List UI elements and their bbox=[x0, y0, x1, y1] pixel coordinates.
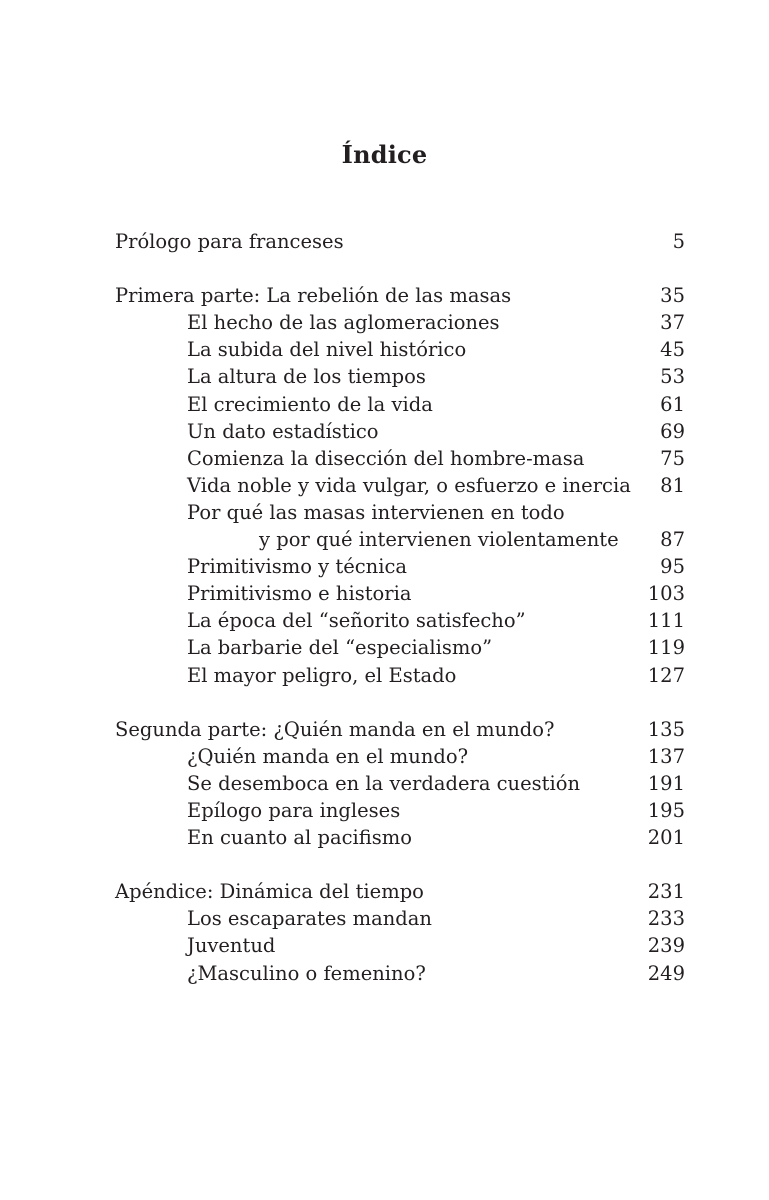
toc-entry-title: ¿Quién manda en el mundo? bbox=[187, 744, 469, 768]
toc-entry-page: 135 bbox=[647, 717, 685, 741]
toc-entry-title: Primitivismo y técnica bbox=[187, 555, 408, 579]
toc-entry-title: Epílogo para ingleses bbox=[187, 798, 401, 822]
toc-entry bbox=[115, 634, 685, 661]
toc-entry-title: La altura de los tiempos bbox=[187, 365, 426, 389]
toc-entry-page: 119 bbox=[647, 636, 685, 660]
toc-entry-page: 103 bbox=[647, 582, 685, 606]
toc-entry-title: El crecimiento de la vida bbox=[187, 392, 433, 416]
toc-entry-page: 81 bbox=[660, 473, 685, 497]
toc-entry-page: 5 bbox=[672, 230, 685, 253]
toc-entry-title: El mayor peligro, el Estado bbox=[187, 663, 457, 687]
toc-entry-title: Prólogo para franceses bbox=[115, 230, 344, 253]
page-title: Índice bbox=[341, 140, 428, 169]
toc-entry-title: Primera parte: La rebelión de las masas bbox=[115, 284, 512, 308]
toc-entry bbox=[115, 418, 685, 445]
toc-entry bbox=[115, 391, 685, 418]
toc-entry bbox=[115, 743, 685, 770]
toc-entry-title: Comienza la disección del hombre-masa bbox=[187, 446, 585, 470]
toc-entry-page: 37 bbox=[660, 311, 685, 335]
toc-entry-page: 69 bbox=[660, 419, 685, 443]
toc-entry-page: 35 bbox=[660, 284, 685, 308]
toc-entry-page: 95 bbox=[660, 555, 685, 579]
toc-entry bbox=[115, 445, 685, 472]
toc-entry bbox=[115, 662, 685, 689]
toc-entry bbox=[115, 499, 685, 526]
toc-entry bbox=[115, 797, 685, 824]
toc-entry-page: 45 bbox=[660, 338, 685, 362]
toc-entry-page: 239 bbox=[647, 934, 685, 958]
toc-entry-title: Los escaparates mandan bbox=[187, 907, 432, 931]
toc-entry-page: 111 bbox=[647, 609, 685, 633]
toc-entry bbox=[115, 824, 685, 851]
toc-entry-title: Por qué las masas intervienen en todo bbox=[187, 500, 565, 524]
toc-part-heading bbox=[115, 878, 685, 905]
toc-entry-page: 75 bbox=[660, 446, 685, 470]
toc-entry-title: En cuanto al pacifismo bbox=[187, 826, 413, 850]
toc-entry bbox=[115, 580, 685, 607]
toc-entry-title: Segunda parte: ¿Quién manda en el mundo? bbox=[115, 717, 555, 741]
toc-entry bbox=[115, 228, 685, 255]
toc-entry bbox=[115, 363, 685, 390]
toc-entry-title: Vida noble y vida vulgar, o esfuerzo e inercia bbox=[187, 473, 631, 497]
toc-part-heading bbox=[115, 716, 685, 743]
toc-entry-title: La subida del nivel histórico bbox=[187, 338, 467, 362]
toc-entry-title: Se desemboca en la verdadera cuestión bbox=[187, 771, 581, 795]
toc-entry-page: 53 bbox=[660, 365, 685, 389]
toc-entry-title: Apéndice: Dinámica del tiempo bbox=[115, 880, 424, 904]
toc-entry-page: 191 bbox=[647, 771, 685, 795]
toc-entry-page: 249 bbox=[647, 961, 685, 985]
toc-entry bbox=[115, 905, 685, 932]
toc-entry-page: 127 bbox=[647, 663, 685, 687]
toc-entry bbox=[115, 607, 685, 634]
toc-entry bbox=[115, 960, 685, 987]
toc-entry-continuation bbox=[115, 526, 685, 553]
toc-entry-title: El hecho de las aglomeraciones bbox=[187, 311, 500, 335]
toc-entry-page: 61 bbox=[660, 392, 685, 416]
toc-entry-title: ¿Masculino o femenino? bbox=[187, 961, 426, 985]
toc-entry-title: y por qué intervienen violentamente bbox=[259, 528, 619, 552]
toc-entry bbox=[115, 770, 685, 797]
toc-entry-page: 231 bbox=[647, 880, 685, 904]
toc-entry-page: 201 bbox=[647, 826, 685, 850]
toc-entry-page: 195 bbox=[647, 798, 685, 822]
toc-entry-page: 87 bbox=[660, 528, 685, 552]
toc-entry-title: Primitivismo e historia bbox=[187, 582, 412, 606]
toc-entry-title: La época del “señorito satisfecho” bbox=[187, 609, 526, 633]
toc-entry bbox=[115, 309, 685, 336]
toc-part-heading bbox=[115, 282, 685, 309]
toc-entry bbox=[115, 932, 685, 959]
toc-entry bbox=[115, 553, 685, 580]
toc-entry-page: 137 bbox=[647, 744, 685, 768]
toc-entry-page: 233 bbox=[647, 907, 685, 931]
toc-entry-title: La barbarie del “especialismo” bbox=[187, 636, 493, 660]
toc-entry-title: Un dato estadístico bbox=[187, 419, 379, 443]
toc-entry-title: Juventud bbox=[187, 934, 276, 958]
toc-entry bbox=[115, 472, 685, 499]
table-of-contents bbox=[115, 228, 685, 987]
toc-entry bbox=[115, 336, 685, 363]
